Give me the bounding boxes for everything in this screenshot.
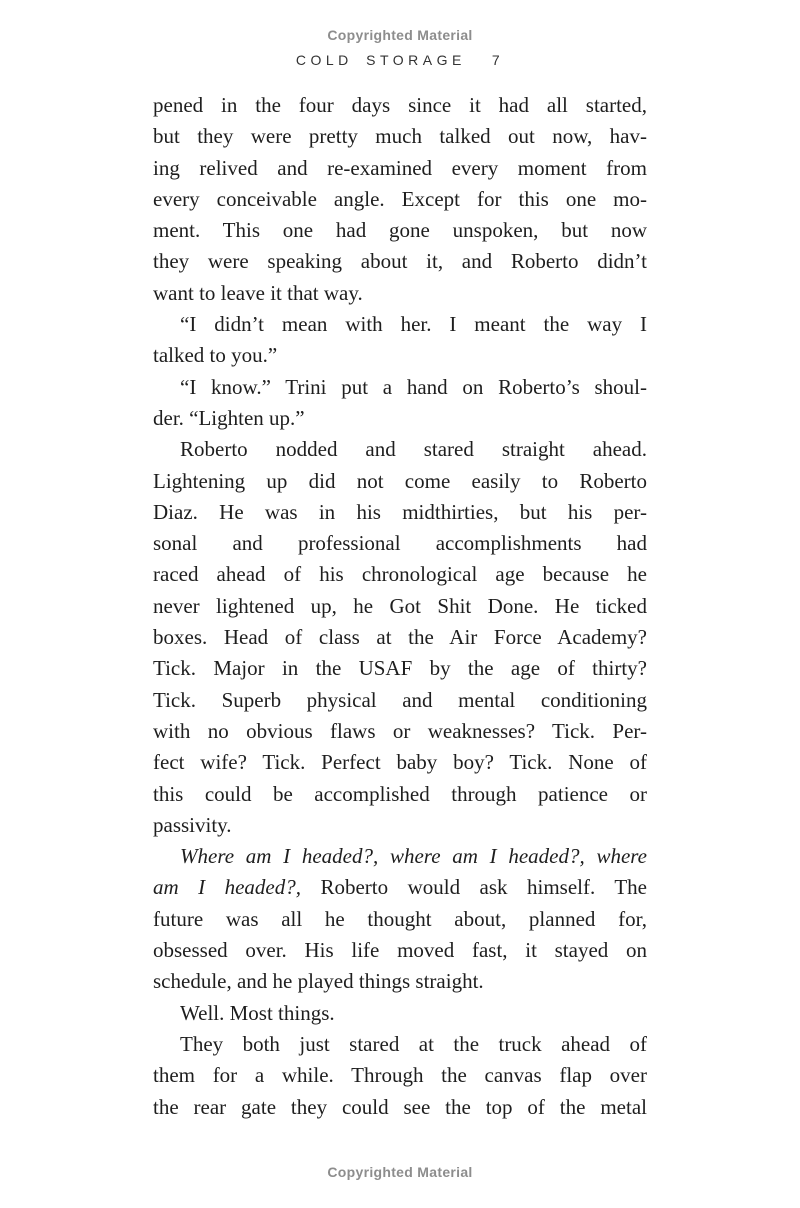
text-segment: Tick. Superb physical and mental conditioning: [153, 687, 647, 712]
text-line: [153, 904, 647, 935]
text-segment: ing relived and re-examined every moment from: [153, 155, 647, 180]
text-segment: boxes. Head of class at the Air Force Academy?: [153, 625, 647, 650]
text-line: [153, 528, 647, 559]
running-header: [0, 51, 800, 69]
text-segment: this could be accomplished through patience or: [153, 781, 647, 806]
text-segment: passivity.: [153, 812, 232, 837]
text-segment: sonal and professional accomplishments had: [153, 531, 647, 556]
text-line: [153, 653, 647, 684]
italic-text-segment: Where am I headed?, where am I headed?, where: [180, 844, 647, 869]
book-title: COLD STORAGE: [295, 52, 466, 68]
text-segment: Diaz. He was in his midthirties, but his per-: [153, 499, 647, 524]
text-line: [153, 309, 647, 340]
text-segment: Roberto would ask himself. The: [300, 875, 647, 900]
text-segment: der. “Lighten up.”: [153, 405, 305, 430]
text-line: [153, 121, 647, 152]
text-segment: ment. This one had gone unspoken, but now: [153, 218, 647, 243]
text-line: [153, 559, 647, 590]
text-line: [153, 278, 647, 309]
text-line: [153, 215, 647, 246]
text-segment: They both just stared at the truck ahead of: [180, 1031, 647, 1056]
text-line: [153, 998, 647, 1029]
text-line: [153, 90, 647, 121]
text-segment: “I didn’t mean with her. I meant the way I: [180, 312, 647, 337]
text-line: [153, 1029, 647, 1060]
text-line: [153, 591, 647, 622]
text-segment: them for a while. Through the canvas flap over: [153, 1063, 647, 1088]
text-line: [153, 153, 647, 184]
text-line: [153, 403, 647, 434]
text-line: [153, 685, 647, 716]
text-line: [153, 810, 647, 841]
text-line: [153, 1092, 647, 1123]
text-line: [153, 1060, 647, 1091]
text-line: [153, 716, 647, 747]
text-line: [153, 747, 647, 778]
text-line: [153, 372, 647, 403]
text-segment: every conceivable angle. Except for this one mo-: [153, 186, 647, 211]
italic-text-segment: am I headed?,: [153, 875, 301, 900]
text-segment: fect wife? Tick. Perfect baby boy? Tick. None of: [153, 750, 647, 775]
text-segment: future was all he thought about, planned for,: [153, 906, 647, 931]
text-segment: “I know.” Trini put a hand on Roberto’s shoul-: [180, 374, 647, 399]
copyright-notice-top: Copyrighted Material: [327, 27, 473, 43]
text-line: [153, 872, 647, 903]
text-segment: schedule, and he played things straight.: [153, 969, 484, 994]
text-segment: pened in the four days since it had all started,: [153, 93, 647, 117]
text-segment: Lightening up did not come easily to Roberto: [153, 468, 647, 493]
text-line: [153, 184, 647, 215]
text-line: [153, 340, 647, 371]
text-line: [153, 466, 647, 497]
page-number: 7: [491, 52, 505, 68]
text-line: [153, 966, 647, 997]
text-line: [153, 935, 647, 966]
text-line: [153, 246, 647, 277]
text-segment: Tick. Major in the USAF by the age of thirty?: [153, 656, 647, 681]
text-line: [153, 841, 647, 872]
text-segment: the rear gate they could see the top of the metal: [153, 1094, 647, 1119]
text-segment: Roberto nodded and stared straight ahead.: [180, 437, 647, 462]
text-segment: Well. Most things.: [180, 1000, 335, 1025]
text-segment: want to leave it that way.: [153, 280, 363, 305]
text-segment: they were speaking about it, and Roberto didn’t: [153, 249, 647, 274]
text-segment: talked to you.”: [153, 343, 278, 368]
text-segment: never lightened up, he Got Shit Done. He ticked: [153, 593, 647, 618]
text-line: [153, 497, 647, 528]
copyright-notice-bottom: Copyrighted Material: [327, 1164, 473, 1180]
book-text-block: [153, 90, 647, 1123]
text-segment: but they were pretty much talked out now, hav-: [153, 124, 647, 149]
text-segment: with no obvious flaws or weaknesses? Tick. Per-: [153, 718, 647, 743]
text-segment: raced ahead of his chronological age because he: [153, 562, 647, 587]
text-line: [153, 779, 647, 810]
text-segment: obsessed over. His life moved fast, it stayed on: [153, 938, 647, 963]
text-line: [153, 434, 647, 465]
text-line: [153, 622, 647, 653]
